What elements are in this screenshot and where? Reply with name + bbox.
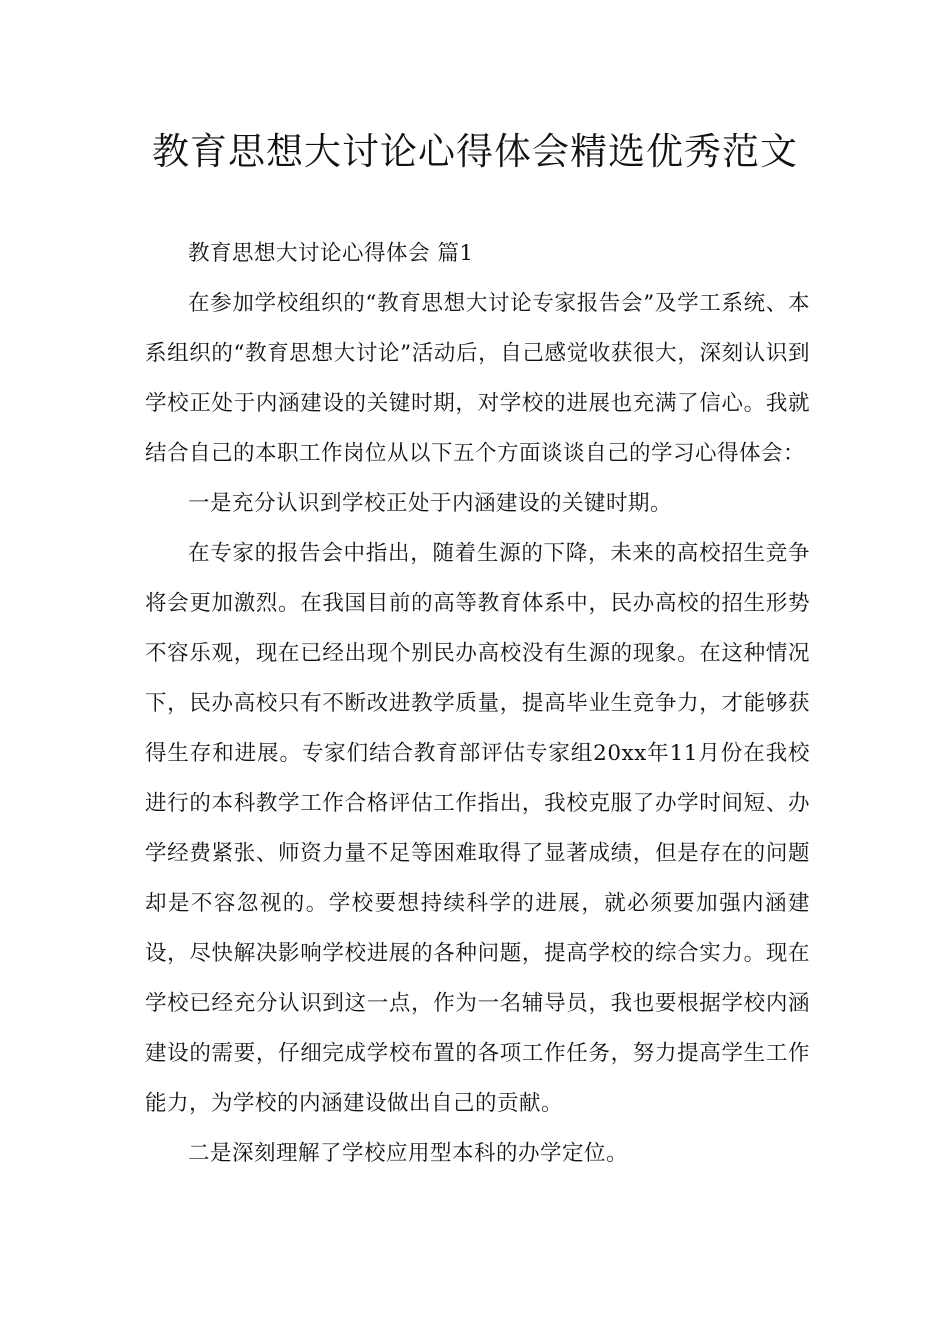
body-paragraph-intro: 在参加学校组织的“教育思想大讨论专家报告会”及学工系统、本系组织的“教育思想大讨论”活动后，自己感觉收获很大，深刻认识到学校正处于内涵建设的关键时期，对学校的进展也充满了信心。我就结合自己的本职工作岗位从以下五个方面谈谈自己的学习心得体会：	[145, 291, 810, 466]
section-heading: 教育思想大讨论心得体会 篇1	[188, 241, 474, 266]
document-title: 教育思想大讨论心得体会精选优秀范文	[152, 130, 798, 173]
point-heading-2: 二是深刻理解了学校应用型本科的办学定位。	[188, 1141, 629, 1166]
point-heading-1: 一是充分认识到学校正处于内涵建设的关键时期。	[188, 491, 673, 516]
body-paragraph-point-1: 在专家的报告会中指出，随着生源的下降，未来的高校招生竞争将会更加激烈。在我国目前的高等教育体系中，民办高校的招生形势不容乐观，现在已经出现个别民办高校没有生源的现象。在这种情况下，民办高校只有不断改进教学质量，提高毕业生竞争力，才能够获得生存和进展。专家们结合教育部评估专家组20xx年11月份在我校进行的本科教学工作合格评估工作指出，我校克服了办学时间短、办学经费紧张、师资力量不足等困难取得了显著成绩，但是存在的问题却是不容忽视的。学校要想持续科学的进展，就必须要加强内涵建设，尽快解决影响学校进展的各种问题，提高学校的综合实力。现在学校已经充分认识到这一点，作为一名辅导员，我也要根据学校内涵建设的需要，仔细完成学校布置的各项工作任务，努力提高学生工作能力，为学校的内涵建设做出自己的贡献。	[145, 541, 810, 1116]
document-body	[145, 229, 810, 1179]
